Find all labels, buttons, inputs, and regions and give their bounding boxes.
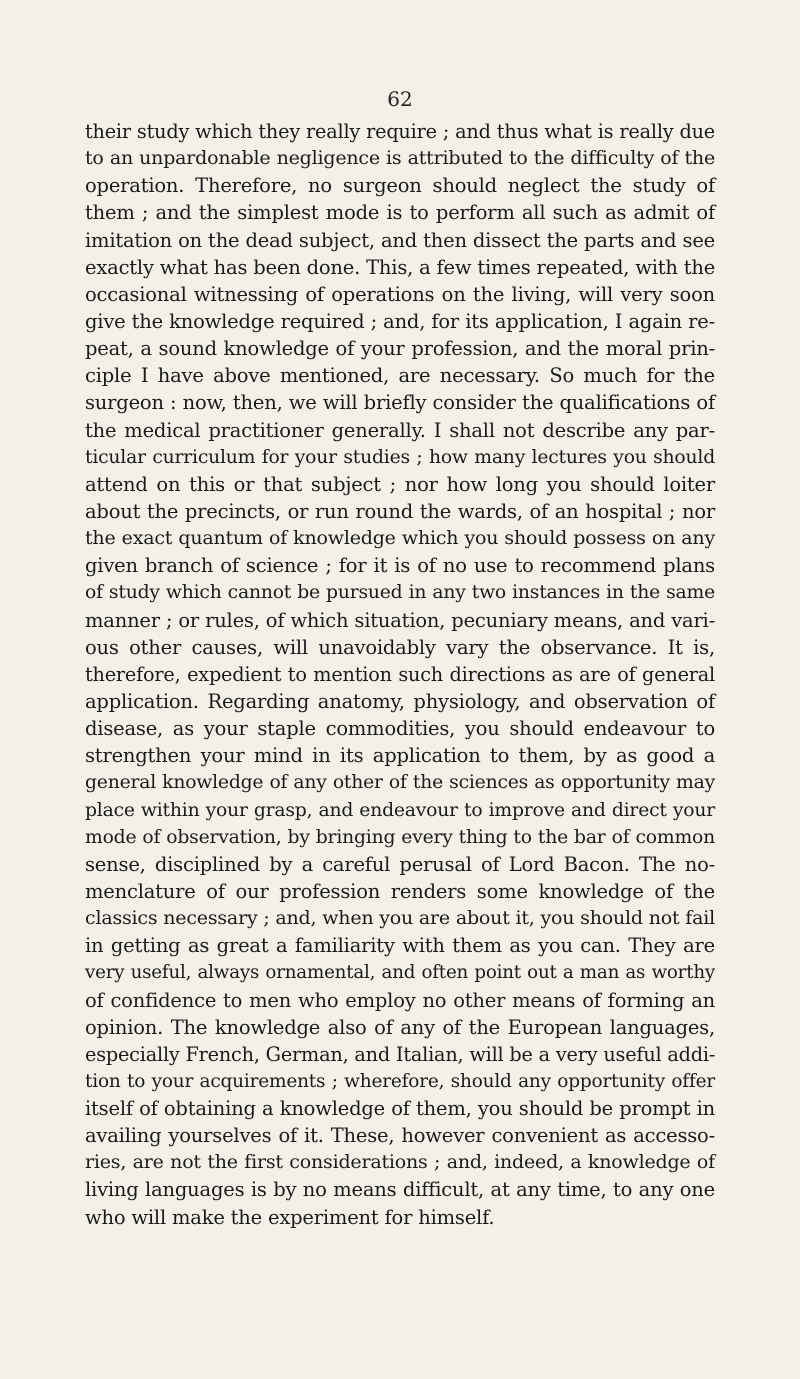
text-line: about the precincts, or run round the wards, of an hospital ; nor bbox=[85, 499, 715, 523]
text-line: therefore, expedient to mention such directions as are of general bbox=[85, 662, 715, 686]
text-line: them ; and the simplest mode is to perform all such as admit of bbox=[85, 201, 715, 225]
text-line: living languages is by no means difficult, at any time, to any one bbox=[85, 1178, 715, 1202]
text-line: given branch of science ; for it is of no use to recommend plans bbox=[85, 554, 715, 578]
text-line: in getting as great a familiarity with them as you can. They are bbox=[85, 934, 715, 958]
text-line: ous other causes, will unavoidably vary the observance. It is, bbox=[85, 635, 715, 659]
text-line: give the knowledge required ; and, for its application, I again re- bbox=[85, 309, 715, 333]
text-line: the exact quantum of knowledge which you should possess on any bbox=[85, 527, 715, 550]
text-line: place within your grasp, and endeavour to improve and direct your bbox=[85, 799, 715, 821]
text-line: opinion. The knowledge also of any of the European languages, bbox=[85, 1015, 715, 1039]
text-line: imitation on the dead subject, and then dissect the parts and see bbox=[85, 228, 715, 252]
text-line: operation. Therefore, no surgeon should neglect the study of bbox=[85, 174, 715, 198]
text-line: occasional witnessing of operations on the living, will very soon bbox=[85, 282, 715, 306]
text-line: of confidence to men who employ no other means of forming an bbox=[85, 988, 715, 1012]
text-line: ticular curriculum for your studies ; how many lectures you should bbox=[85, 446, 715, 468]
text-line: their study which they really require ; and thus what is really due bbox=[85, 120, 715, 143]
text-line: attend on this or that subject ; nor how long you should loiter bbox=[85, 472, 715, 496]
text-line: peat, a sound knowledge of your profession, and the moral prin- bbox=[85, 337, 715, 361]
text-line: the medical practitioner generally. I shall not describe any par- bbox=[85, 418, 715, 442]
text-line: mode of observation, by bringing every thing to the bar of common bbox=[85, 826, 715, 848]
text-line: sense, disciplined by a careful perusal of Lord Bacon. The no- bbox=[85, 852, 715, 876]
text-line: exactly what has been done. This, a few times repeated, with the bbox=[85, 255, 716, 279]
text-line: tion to your acquirements ; wherefore, should any opportunity offer bbox=[85, 1070, 715, 1092]
text-line: surgeon : now, then, we will briefly consider the qualifications of bbox=[85, 391, 715, 415]
text-line: of study which cannot be pursued in any two instances in the same bbox=[85, 582, 715, 604]
text-line: classics necessary ; and, when you are about it, you should not fail bbox=[85, 907, 715, 930]
text-line: very useful, always ornamental, and often point out a man as worthy bbox=[85, 962, 715, 984]
text-line: itself of obtaining a knowledge of them, you should be prompt in bbox=[85, 1097, 715, 1121]
text-line: ries, are not the first considerations ; and, indeed, a knowledge of bbox=[85, 1151, 715, 1174]
text-line: menclature of our profession renders some knowledge of the bbox=[85, 879, 715, 903]
text-line: general knowledge of any other of the sciences as opportunity may bbox=[85, 772, 715, 794]
page-number: 62 bbox=[387, 87, 413, 111]
text-line: ciple I have above mentioned, are necessary. So much for the bbox=[85, 364, 715, 388]
text-line: manner ; or rules, of which situation, pecuniary means, and vari- bbox=[85, 608, 715, 632]
text-line: disease, as your staple commodities, you should endeavour to bbox=[85, 717, 715, 741]
text-line: strengthen your mind in its application to them, by as good a bbox=[85, 744, 715, 768]
text-line: to an unpardonable negligence is attributed to the difficulty of the bbox=[85, 147, 715, 170]
text-line: availing yourselves of it. These, however convenient as accesso- bbox=[85, 1124, 715, 1148]
body-text bbox=[85, 118, 715, 1231]
text-line: application. Regarding anatomy, physiology, and observation of bbox=[85, 689, 715, 713]
text-line: especially French, German, and Italian, will be a very useful addi- bbox=[85, 1042, 716, 1066]
text-line: who will make the experiment for himself. bbox=[85, 1205, 495, 1229]
